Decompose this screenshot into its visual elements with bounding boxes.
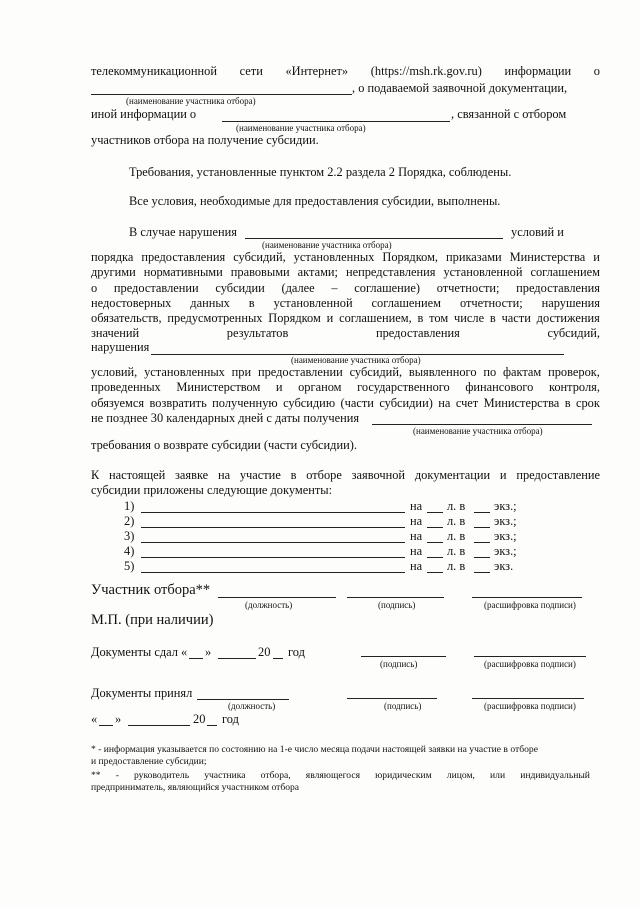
blank-line	[361, 656, 446, 657]
blank-line	[474, 542, 490, 543]
blank-line	[189, 658, 203, 659]
violation-line: проведенных Министерством и органом государственного финансового контроля,	[91, 380, 600, 394]
blank-line	[91, 94, 352, 95]
blank-line	[472, 698, 584, 699]
blank-line	[218, 658, 256, 659]
violation-line: нарушения	[91, 340, 150, 354]
caption: (должность)	[228, 701, 276, 711]
blank-line	[474, 656, 586, 657]
violation-tail: условий и	[511, 225, 564, 239]
requirements-text: Требования, установленные пунктом 2.2 раздела 2 Порядка, соблюдены.	[129, 165, 512, 179]
para1-line3-tail: , связанной с отбором	[451, 107, 567, 121]
row-na: на	[410, 499, 423, 513]
caption: (подпись)	[378, 600, 416, 610]
blank-line	[99, 725, 113, 726]
blank-line	[347, 698, 437, 699]
para1-line2: , о подаваемой заявочной документации,	[352, 81, 568, 95]
blank-line	[372, 424, 592, 425]
row-ekz: экз.;	[494, 499, 517, 513]
para1-line1: телекоммуникационной сети «Интернет» (https://msh.rk.gov.ru) информации о	[91, 64, 600, 78]
blank-line	[347, 597, 444, 598]
blank-line	[141, 557, 405, 558]
row-l: л. в	[447, 499, 466, 513]
row-ekz: экз.;	[494, 529, 517, 543]
violation-line: условий, установленных при предоставлении субсидий, выявленного по фактам проверок,	[91, 365, 600, 379]
violation-line: обязательств, предусмотренных Порядком и соглашением, в том числе в части достижения	[91, 311, 600, 325]
submitted-quote: »	[205, 645, 212, 659]
row-na: на	[410, 544, 423, 558]
footnote-2: ** - руководитель участника отбора, являющегося юридическим лицом, или индивидуальный	[91, 770, 590, 781]
received-label: Документы принял	[91, 686, 193, 700]
para1-line4: участников отбора на получение субсидии.	[91, 133, 319, 147]
row-l: л. в	[447, 544, 466, 558]
footnote-2-cont: предприниматель, являющийся участником отбора	[91, 782, 300, 793]
date-close: »	[115, 712, 122, 726]
violation-line: значений результатов предоставления субсидий,	[91, 326, 600, 340]
blank-line	[427, 572, 443, 573]
row-na: на	[410, 529, 423, 543]
attach-line: субсидии приложены следующие документы:	[91, 483, 333, 497]
row-number: 4)	[124, 544, 135, 558]
blank-line	[474, 572, 490, 573]
row-number: 5)	[124, 559, 135, 573]
date-year: 20	[193, 712, 206, 726]
footnote-1: * - информация указывается по состоянию на 1-е число месяца подачи настоящей заявки на участие в отборе	[91, 744, 538, 755]
mp-label: М.П. (при наличии)	[91, 612, 214, 628]
violation-line: недостоверных данных в установленной соглашением отчетности; нарушения	[91, 296, 600, 310]
caption: (наименование участника отбора)	[291, 355, 421, 365]
violation-line: другими нормативными правовыми актами; непредставления установленной соглашением	[91, 265, 600, 279]
blank-line	[273, 658, 283, 659]
violation-line: не позднее 30 календарных дней с даты получения	[91, 411, 360, 425]
submitted-year: 20	[258, 645, 271, 659]
blank-line	[141, 527, 405, 528]
attach-line: К настоящей заявке на участие в отборе заявочной документации и предоставление	[91, 468, 600, 482]
para1-line3-head: иной информации о	[91, 107, 197, 121]
row-ekz: экз.	[494, 559, 514, 573]
violation-head: В случае нарушения	[129, 225, 237, 239]
blank-line	[427, 527, 443, 528]
caption: (наименование участника отбора)	[262, 240, 392, 250]
blank-line	[474, 512, 490, 513]
date-god: год	[222, 712, 239, 726]
blank-line	[197, 699, 289, 700]
row-na: на	[410, 559, 423, 573]
blank-line	[474, 527, 490, 528]
violation-line: порядка предоставления субсидий, установленных Порядком, приказами Министерства и	[91, 250, 600, 264]
caption: (подпись)	[384, 701, 422, 711]
caption: (наименование участника отбора)	[236, 123, 366, 133]
conditions-text: Все условия, необходимые для предоставления субсидии, выполнены.	[129, 194, 501, 208]
caption: (расшифровка подписи)	[484, 600, 576, 610]
violation-line: о предоставлении субсидии (далее – соглашение) отчетности; предоставления	[91, 281, 600, 295]
caption: (подпись)	[380, 659, 418, 669]
row-ekz: экз.;	[494, 544, 517, 558]
blank-line	[141, 572, 405, 573]
blank-line	[141, 512, 405, 513]
row-number: 2)	[124, 514, 135, 528]
caption: (должность)	[245, 600, 293, 610]
blank-line	[141, 542, 405, 543]
row-l: л. в	[447, 559, 466, 573]
participant-label: Участник отбора**	[91, 582, 211, 598]
blank-line	[218, 597, 336, 598]
row-na: на	[410, 514, 423, 528]
row-l: л. в	[447, 529, 466, 543]
blank-line	[474, 557, 490, 558]
row-l: л. в	[447, 514, 466, 528]
blank-line	[427, 542, 443, 543]
caption: (расшифровка подписи)	[484, 701, 576, 711]
caption: (наименование участника отбора)	[126, 96, 256, 106]
violation-line: требования о возврате субсидии (части субсидии).	[91, 438, 357, 452]
date-open: «	[91, 712, 98, 726]
blank-line	[427, 557, 443, 558]
submitted-label: Документы сдал «	[91, 645, 188, 659]
blank-line	[427, 512, 443, 513]
caption: (наименование участника отбора)	[413, 426, 543, 436]
blank-line	[245, 238, 503, 239]
row-number: 3)	[124, 529, 135, 543]
violation-line: обязуемся возвратить полученную субсидию (части субсидии) на счет Министерства в срок	[91, 396, 600, 410]
submitted-god: год	[288, 645, 305, 659]
blank-line	[222, 121, 450, 122]
blank-line	[207, 725, 217, 726]
caption: (расшифровка подписи)	[484, 659, 576, 669]
row-number: 1)	[124, 499, 135, 513]
footnote-1-cont: и предоставление субсидии;	[91, 756, 207, 767]
blank-line	[128, 725, 190, 726]
blank-line	[472, 597, 582, 598]
row-ekz: экз.;	[494, 514, 517, 528]
